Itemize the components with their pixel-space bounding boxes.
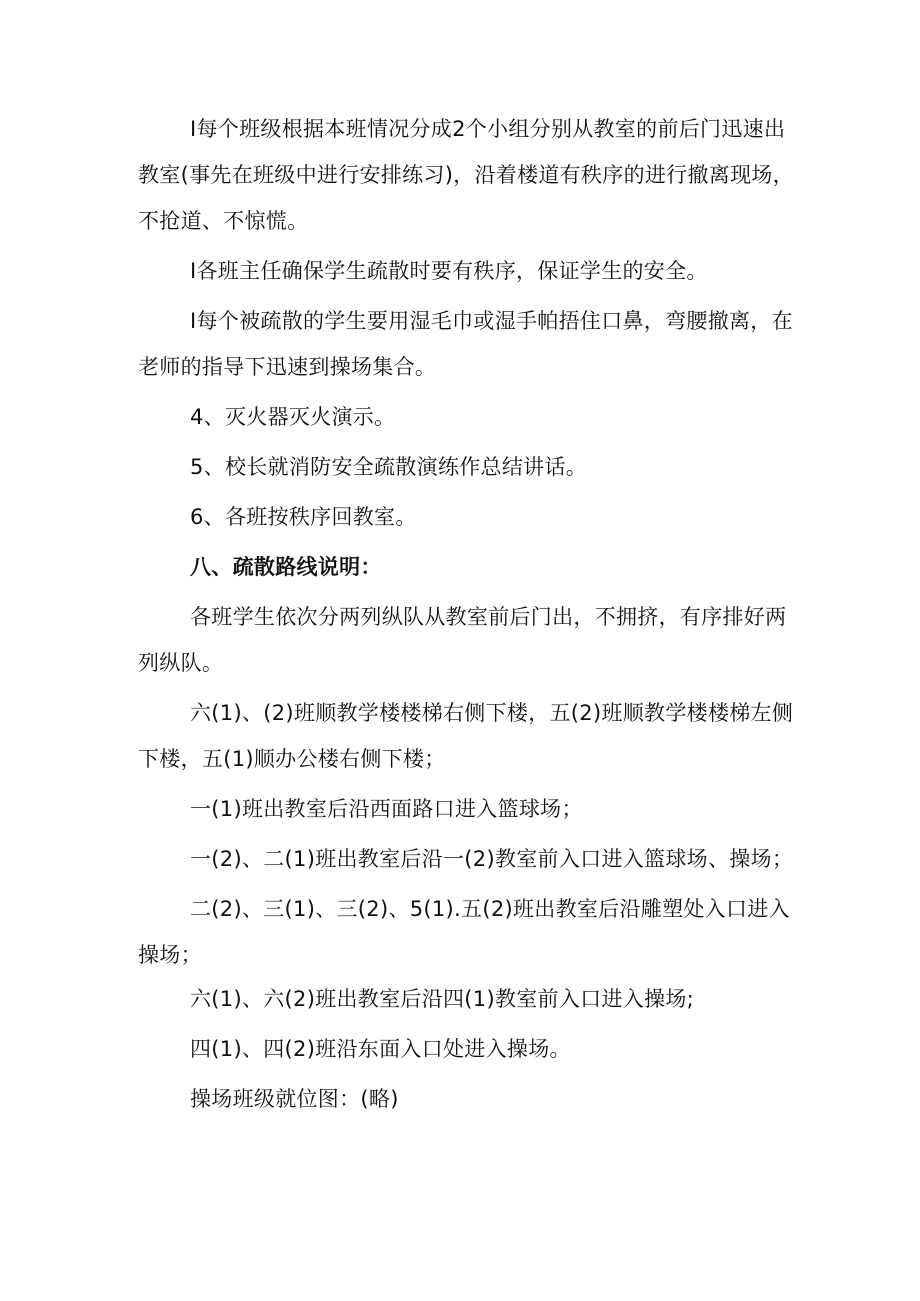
paragraph-route-grade-5-6: 六(1)、(2)班顺教学楼楼梯右侧下楼，五(2)班顺教学楼楼梯左侧下楼，五(1)顺办公楼右侧下楼； [138, 701, 794, 771]
paragraph-step-5: 5、校长就消防安全疏散演练作总结讲话。 [190, 455, 588, 479]
paragraph-route-1-2-2-1: 一(2)、二(1)班出教室后沿一(2)教室前入口进入篮球场、操场； [190, 847, 794, 871]
section-heading-evacuation-routes: 八、疏散路线说明： [190, 555, 382, 579]
paragraph-route-4-1-4-2: 四(1)、四(2)班沿东面入口处进入操场。 [190, 1037, 571, 1061]
paragraph-step-4: 4、灭火器灭火演示。 [190, 405, 396, 429]
paragraph-playground-map: 操场班级就位图：(略) [190, 1087, 399, 1111]
paragraph-two-columns: 各班学生依次分两列纵队从教室前后门出，不拥挤，有序排好两列纵队。 [138, 605, 787, 675]
paragraph-route-6-1-6-2: 六(1)、六(2)班出教室后沿四(1)教室前入口进入操场; [190, 987, 695, 1011]
paragraph-class-evacuation-groups: Ⅰ每个班级根据本班情况分成2个小组分别从教室的前后门迅速出教室(事先在班级中进行安排练习)，沿着楼道有秩序的进行撤离现场，不抢道、不惊慌。 [138, 117, 794, 233]
paragraph-route-sculpture: 二(2)、三(1)、三(2)、5(1).五(2)班出教室后沿雕塑处入口进入操场； [138, 897, 790, 967]
paragraph-wet-towel-instruction: Ⅰ每个被疏散的学生要用湿毛巾或湿手帕捂住口鼻，弯腰撤离，在老师的指导下迅速到操场集合。 [138, 309, 793, 379]
paragraph-route-1-1: 一(1)班出教室后沿西面路口进入篮球场； [190, 797, 583, 821]
paragraph-step-6: 6、各班按秩序回教室。 [190, 505, 417, 529]
paragraph-teacher-responsibility: Ⅰ各班主任确保学生疏散时要有秩序，保证学生的安全。 [190, 259, 708, 283]
document-body [138, 106, 798, 1122]
